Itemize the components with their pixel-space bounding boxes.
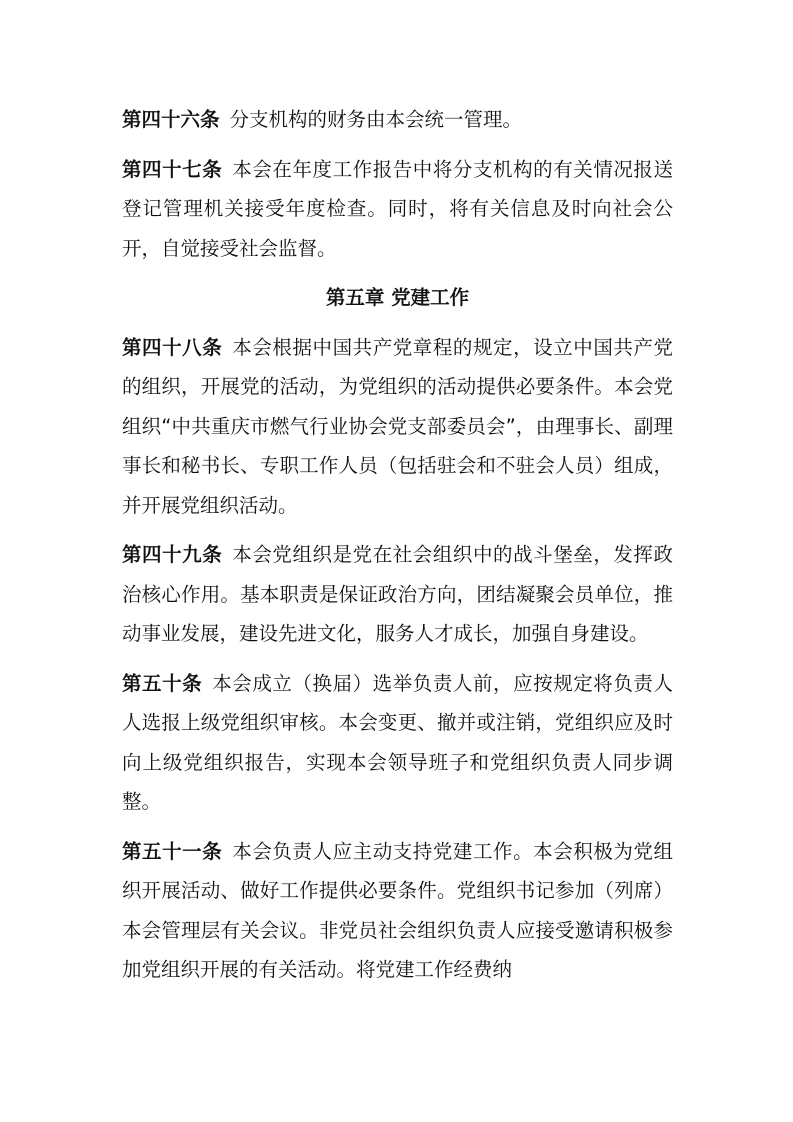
article-number: 第五十一条 xyxy=(122,839,223,863)
article-51 xyxy=(122,832,673,990)
article-text: 本会根据中国共产党章程的规定，设立中国共产党的组织，开展党的活动，为党组织的活动提供必要条件。本会党组织“中共重庆市燃气行业协会党支部委员会”，由理事长、副理事长和秘书长、专职工作人员（包括驻会和不驻会人员）组成，并开展党组织活动。 xyxy=(122,335,673,517)
article-48 xyxy=(122,328,673,526)
article-47 xyxy=(122,150,673,269)
article-number: 第五十条 xyxy=(122,671,203,695)
article-number: 第四十八条 xyxy=(122,335,223,359)
article-text: 本会在年度工作报告中将分支机构的有关情况报送登记管理机关接受年度检查。同时，将有关信息及时向社会公开，自觉接受社会监督。 xyxy=(122,157,673,260)
article-text: 分支机构的财务由本会统一管理。 xyxy=(229,108,523,131)
article-number: 第四十六条 xyxy=(122,108,220,131)
article-text: 本会负责人应主动支持党建工作。本会积极为党组织开展活动、做好工作提供必要条件。党组织书记参加（列席）本会管理层有关会议。非党员社会组织负责人应接受邀请积极参加党组织开展的有关活动。将党建工作经费纳 xyxy=(122,839,673,981)
article-49 xyxy=(122,535,673,654)
document-body xyxy=(122,100,673,1000)
article-number: 第四十九条 xyxy=(122,543,223,566)
article-50 xyxy=(122,664,673,822)
article-number: 第四十七条 xyxy=(122,157,223,181)
article-text: 本会成立（换届）选举负责人前，应按规定将负责人人选报上级党组织审核。本会变更、撤并或注销，党组织应及时向上级党组织报告，实现本会领导班子和党组织负责人同步调整。 xyxy=(122,671,673,813)
chapter-title: 第五章 党建工作 xyxy=(325,286,470,309)
article-text: 本会党组织是党在社会组织中的战斗堡垒，发挥政治核心作用。基本职责是保证政治方向，团结凝聚会员单位，推动事业发展，建设先进文化，服务人才成长，加强自身建设。 xyxy=(122,543,673,645)
article-46 xyxy=(122,100,673,140)
